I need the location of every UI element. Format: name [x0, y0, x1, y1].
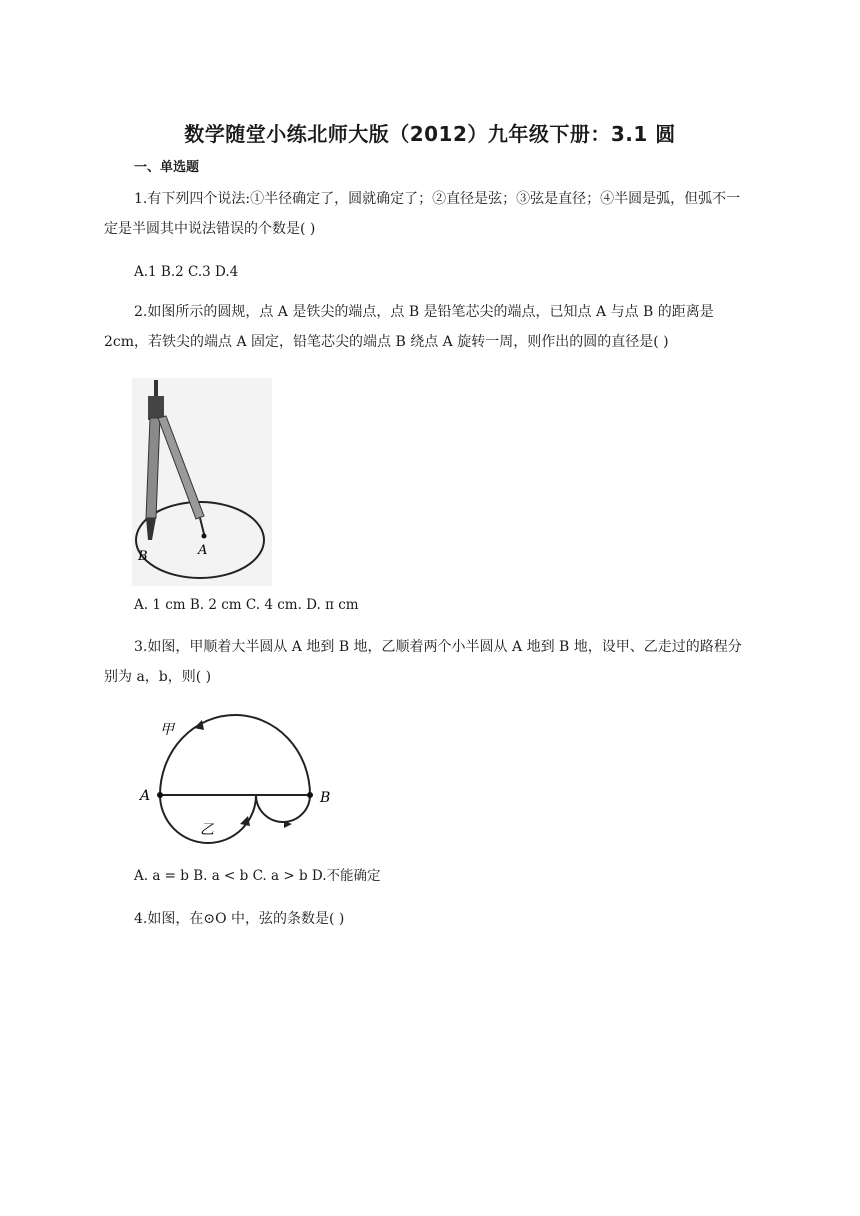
question-2-options: A. 1 cm B. 2 cm C. 4 cm. D. π cm	[134, 597, 359, 613]
section-heading: 一、单选题	[134, 160, 200, 175]
question-2-text: 2.如图所示的圆规，点 A 是铁尖的端点，点 B 是铅笔芯尖的端点，已知点 A 与点 B 的距离是 2cm，若铁尖的端点 A 固定，铅笔芯尖的端点 B 绕点 A 旋转一周，则作出的圆的直径是( )	[104, 304, 714, 350]
document-title: 数学随堂小练北师大版（2012）九年级下册：3.1 圆	[184, 122, 676, 146]
large-semicircle	[160, 715, 310, 795]
label-b: B	[320, 790, 331, 806]
question-4-text: 4.如图，在⊙O 中，弦的条数是( )	[134, 911, 345, 927]
question-1-options: A.1 B.2 C.3 D.4	[134, 264, 239, 280]
question-3-text: 3.如图，甲顺着大半圆从 A 地到 B 地，乙顺着两个小半圆从 A 地到 B 地，设甲、乙走过的路程分别为 a，b，则( )	[104, 639, 742, 685]
compass-head	[148, 396, 164, 420]
question-1-text: 1.有下列四个说法:①半径确定了，圆就确定了；②直径是弦；③弦是直径；④半圆是弧，但弧不一定是半圆其中说法错误的个数是( )	[104, 191, 741, 237]
semicircle-paths-figure	[136, 702, 366, 852]
compass-figure	[132, 378, 272, 586]
point-a	[157, 792, 163, 798]
point-a	[202, 534, 207, 539]
label-b: B	[138, 549, 148, 564]
arrow-yi	[240, 816, 250, 826]
small-semicircle-2	[256, 795, 310, 822]
label-a: A	[198, 543, 208, 558]
point-b	[307, 792, 313, 798]
arrow-jia	[194, 720, 204, 730]
label-a: A	[140, 788, 151, 804]
label-jia: 甲	[160, 722, 174, 738]
label-yi: 乙	[200, 822, 214, 838]
question-3-options: A. a = b B. a < b C. a > b D.不能确定	[134, 868, 381, 884]
